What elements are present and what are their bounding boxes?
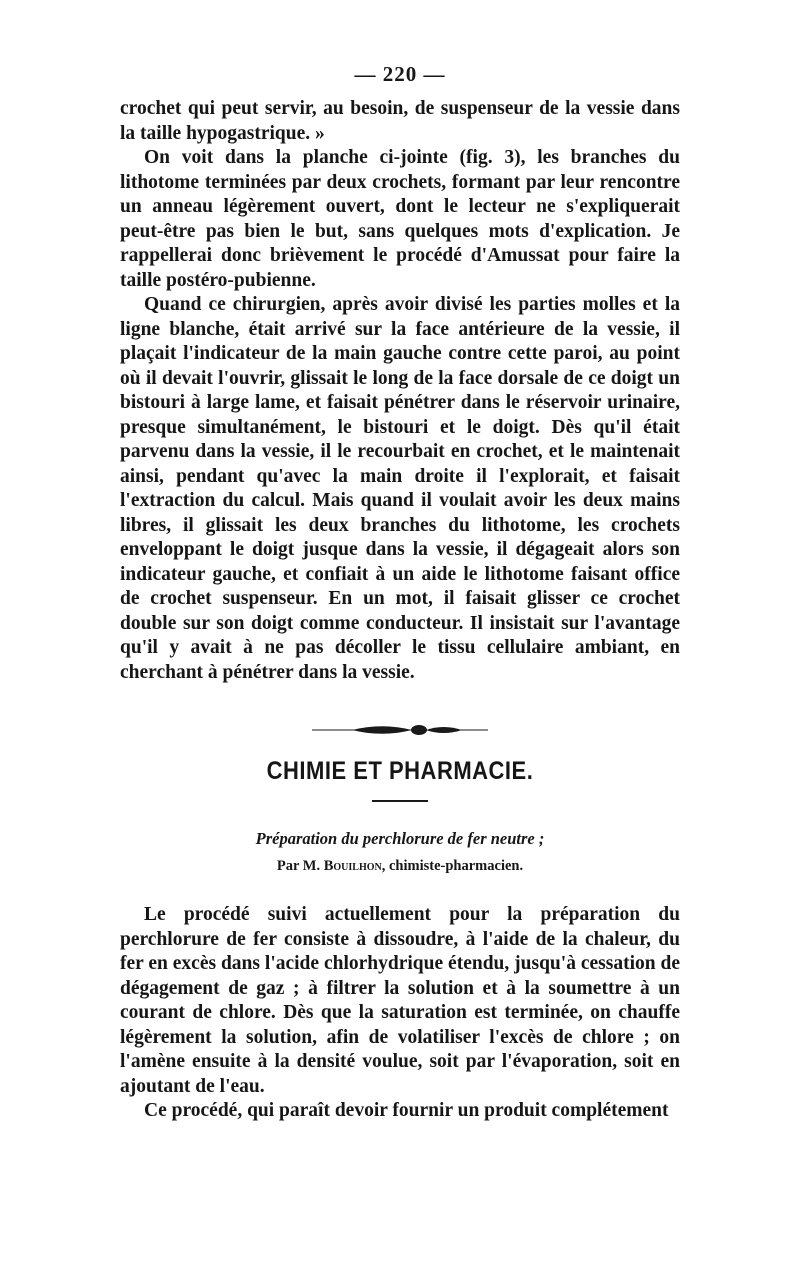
section-divider: [372, 800, 428, 802]
page-number: — 220 —: [354, 62, 446, 86]
paragraph: Ce procédé, qui paraît devoir fournir un produit complétement: [144, 1100, 669, 1121]
intro-text-block: [120, 97, 680, 685]
book-page: [120, 0, 680, 1262]
paragraph: Le procédé suivi actuellement pour la préparation du perchlorure de fer consiste à dissoudre, à l'aide de la chaleur, du fer en excès dans l'acide chlorhydrique étendu, jusqu'à cessation de dégagement de gaz ; à filtrer la solution et à la soumettre à un courant de chlore. Dès que la saturation est terminée, on chauffe légèrement la solution, afin de volatiliser l'excès de chlore ; on l'amène ensuite à la densité voulue, soit par l'évaporation, soit en ajoutant de l'eau.: [120, 904, 680, 1097]
byline-author: Bouilhon: [323, 858, 382, 874]
subsection-title: Préparation du perchlorure de fer neutre ;: [255, 829, 545, 848]
paragraph: crochet qui peut servir, au besoin, de suspenseur de la vessie dans la taille hypogastrique. »: [120, 98, 680, 144]
author-byline: [120, 858, 680, 875]
article-text-block: [120, 903, 680, 1124]
ornament-divider: [312, 722, 488, 738]
section-title: CHIMIE ET PHARMACIE.: [266, 756, 534, 785]
byline-prefix: Par M.: [276, 858, 324, 874]
paragraph: Quand ce chirurgien, après avoir divisé les parties molles et la ligne blanche, était arrivé sur la face antérieure de la vessie, il plaçait l'indicateur de la main gauche contre cette paroi, au point où il devait l'ouvrir, glissait le long de la face dorsale de ce doigt un bistouri à large lame, et faisait pénétrer dans le réservoir urinaire, presque simultanément, le bistouri et le doigt. Dès qu'il était parvenu dans la vessie, il le recourbait en crochet, et le maintenait ainsi, pendant qu'avec la main droite il l'explorait, et faisait l'extraction du calcul. Mais quand il voulait avoir les deux mains libres, il glissait les deux branches du lithotome, les crochets enveloppant le doigt jusque dans la vessie, il dégageait alors son indicateur gauche, et confiait à un aide le lithotome faisant office de crochet suspenseur. En un mot, il faisait glisser ce crochet double sur son doigt comme conducteur. Il insistait sur l'avantage qu'il y avait à ne pas décoller le tissu cellulaire ambiant, en cherchant à pénétrer dans la vessie.: [120, 294, 680, 683]
paragraph: On voit dans la planche ci-jointe (fig. 3), les branches du lithotome terminées par deux crochets, formant par leur rencontre un anneau légèrement ouvert, dont le lecteur ne s'expliquerait peut-être pas bien le but, sans quelques mots d'explication. Je rappellerai donc brièvement le procédé d'Amussat pour faire la taille postéro-pubienne.: [120, 147, 680, 291]
byline-suffix: , chimiste-pharmacien.: [381, 858, 524, 874]
